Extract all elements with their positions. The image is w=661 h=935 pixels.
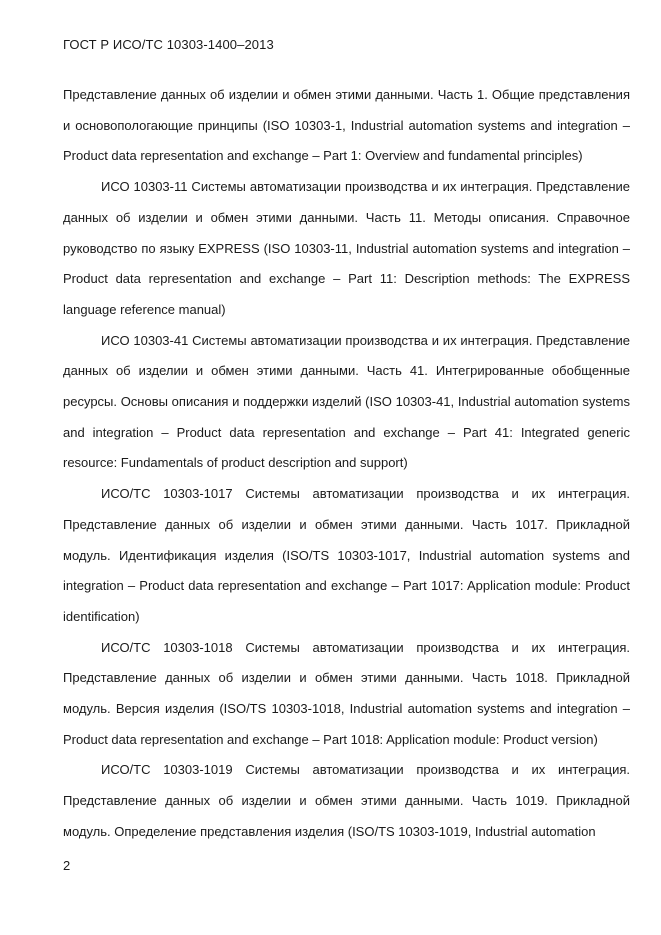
page-number: 2 [63, 858, 71, 873]
reference-paragraph: ИСО/ТС 10303-1017 Системы автоматизации производства и их интеграция. Представление данных об изделии и обмен этими данными. Часть 1017. Прикладной модуль. Идентификация изделия (ISO/TS 10303-1017, Industrial automation systems and integration – Product data representation and exchange – Part 1017: Application module: Product identification) [63, 486, 630, 624]
reference-paragraph: ИСО 10303-41 Системы автоматизации производства и их интеграция. Представление данных об изделии и обмен этими данными. Часть 41. Интегрированные обобщенные ресурсы. Основы описания и поддержки изделий (ISO 10303-41, Industrial automation systems and integration – Product data representation and exchange – Part 41: Integrated generic resource: Fundamentals of product description and support) [63, 332, 630, 471]
reference-paragraph: ИСО 10303-11 Системы автоматизации производства и их интеграция. Представление данных об изделии и обмен этими данными. Часть 11. Методы описания. Справочное руководство по языку EXPRESS (ISO 10303-11, Industrial automation systems and integration – Product data representation and exchange – Part 11: Description methods: The EXPRESS language reference manual) [63, 179, 630, 317]
reference-paragraph: ИСО/ТС 10303-1019 Системы автоматизации производства и их интеграция. Представление данных об изделии и обмен этими данными. Часть 1019. Прикладной модуль. Определение представления изделия (ISO/TS 10303-1019, Industrial automation [63, 762, 630, 839]
document-body [63, 80, 630, 848]
document-header: ГОСТ Р ИСО/ТС 10303-1400–2013 [63, 37, 274, 52]
reference-paragraph: ИСО/ТС 10303-1018 Системы автоматизации производства и их интеграция. Представление данных об изделии и обмен этими данными. Часть 1018. Прикладной модуль. Версия изделия (ISO/TS 10303-1018, Industrial automation systems and integration – Product data representation and exchange – Part 1018: Application module: Product version) [63, 639, 630, 747]
reference-paragraph: Представление данных об изделии и обмен этими данными. Часть 1. Общие представления и основопологающие принципы (ISO 10303-1, Industrial automation systems and integration – Product data representation and exchange – Part 1: Overview and fundamental principles) [63, 87, 630, 164]
